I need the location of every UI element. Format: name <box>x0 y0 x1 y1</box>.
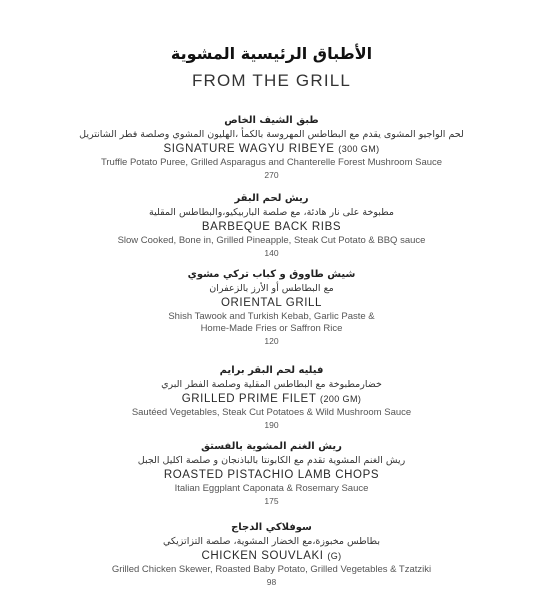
dish-name-arabic: طبق الشيف الخاص <box>224 115 319 126</box>
dish-name-text: GRILLED PRIME FILET <box>181 393 317 405</box>
menu-item <box>0 268 543 347</box>
dish-description-english-line-2: Home-Made Fries or Saffron Rice <box>200 323 343 334</box>
dish-name-arabic: ريش لحم البقر <box>234 193 309 204</box>
dish-name-text: BARBEQUE BACK RIBS <box>201 221 342 233</box>
dish-description-arabic: مطبوخة على نار هادئة، مع صلصة الباربيكيو،والبطاطس المقلية <box>148 207 394 218</box>
dish-description-english: Sautéed Vegetables, Steak Cut Potatoes & Wild Mushroom Sauce <box>131 407 412 418</box>
dish-description-english: Truffle Potato Puree, Grilled Asparagus and Chanterelle Forest Mushroom Sauce <box>100 157 443 168</box>
menu-item <box>0 192 543 259</box>
section-title-arabic: الأطباق الرئيسية المشوية <box>170 44 373 63</box>
dish-description-arabic: بطاطس مخبوزة،مع الخضار المشوية، صلصة التزاتزيكي <box>163 536 380 547</box>
dish-description-english: Slow Cooked, Bone in, Grilled Pineapple, Steak Cut Potato & BBQ sauce <box>117 235 426 246</box>
dish-description-arabic: مع البطاطس أو الأرز بالزعفران <box>209 283 334 294</box>
dish-name-english <box>0 392 543 407</box>
dish-name-text: SIGNATURE WAGYU RIBEYE <box>163 143 335 155</box>
dish-description-english: Italian Eggplant Caponata & Rosemary Sauce <box>174 483 369 494</box>
dish-name-arabic: سوفلاكي الدجاج <box>231 522 312 533</box>
dish-name-arabic: ريش الغنم المشوية بالفستق <box>201 441 342 452</box>
dish-price: 120 <box>264 336 279 346</box>
section-title-english: FROM THE GRILL <box>191 71 352 90</box>
dish-weight: (300 GM) <box>338 144 380 154</box>
dish-price: 175 <box>264 496 279 506</box>
menu-item <box>0 114 543 181</box>
dish-name-text: ROASTED PISTACHIO LAMB CHOPS <box>163 469 380 481</box>
dish-price: 140 <box>264 248 279 258</box>
dish-name-arabic: فيليه لحم البقر برايم <box>219 365 324 376</box>
dish-weight: (200 GM) <box>320 394 362 404</box>
dish-name-text: CHICKEN SOUVLAKI <box>201 550 324 562</box>
menu-item <box>0 364 543 431</box>
dish-tag: (G) <box>327 551 342 561</box>
dish-name-english <box>0 220 543 235</box>
dish-description-arabic: خضارمطبوخة مع البطاطس المقلية وصلصة الفطر البري <box>161 379 382 390</box>
dish-price: 270 <box>264 170 279 180</box>
dish-description-arabic: ريش الغنم المشوية تقدم مع الكابونتا بالباذنجان و صلصة اكليل الجبل <box>137 455 406 466</box>
menu-item <box>0 440 543 507</box>
dish-name-english <box>0 468 543 483</box>
dish-description-arabic: لحم الواجيو المشوى يقدم مع البطاطس المهروسة بالكمأ ،الهليون المشوي وصلصة فطر الشانتريل <box>79 129 464 140</box>
menu-item <box>0 521 543 588</box>
dish-name-english <box>0 549 543 564</box>
dish-name-english <box>0 142 543 157</box>
dish-price: 190 <box>264 420 279 430</box>
dish-price: 98 <box>266 577 277 587</box>
dish-name-english <box>0 296 543 311</box>
dish-description-english-line-1: Shish Tawook and Turkish Kebab, Garlic Paste & <box>168 311 375 322</box>
dish-name-text: ORIENTAL GRILL <box>220 297 323 309</box>
dish-name-arabic: شيش طاووق و كباب تركي مشوي <box>187 269 356 280</box>
dish-description-english: Grilled Chicken Skewer, Roasted Baby Potato, Grilled Vegetables & Tzatziki <box>111 564 432 575</box>
